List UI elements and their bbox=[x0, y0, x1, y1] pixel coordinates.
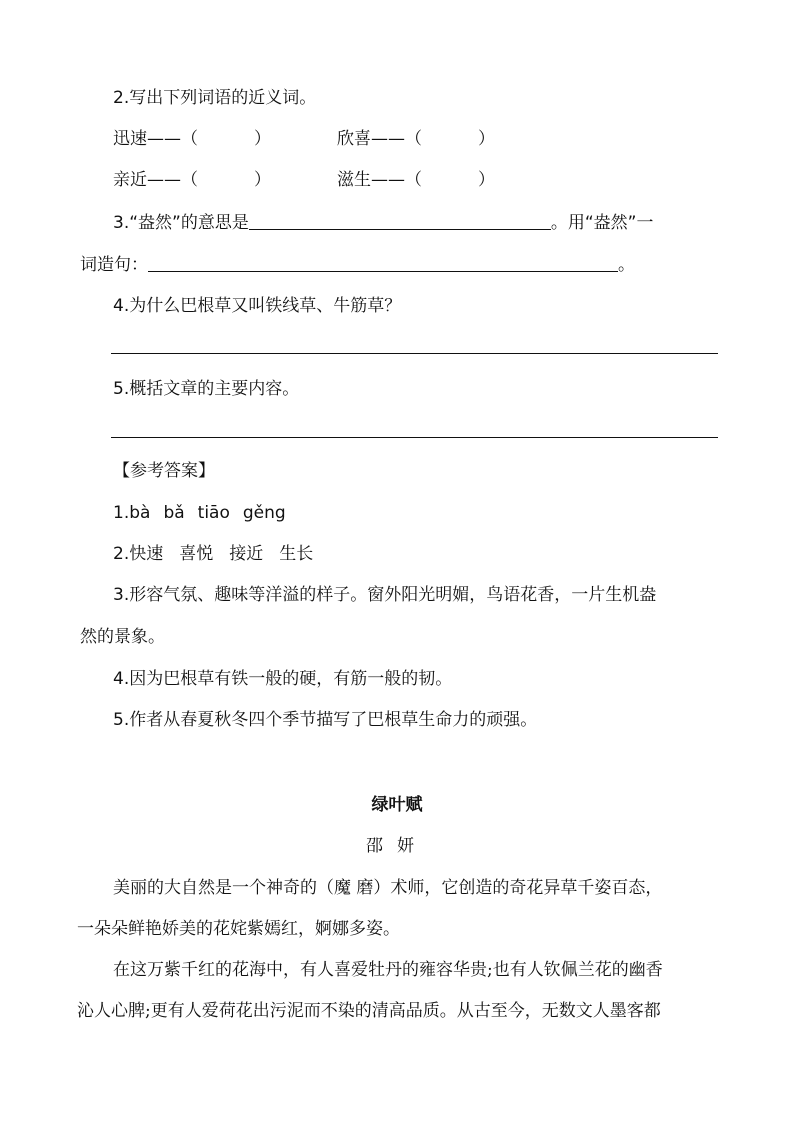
answer-2 bbox=[113, 542, 329, 566]
synonym-word: 亲近——（ bbox=[113, 170, 198, 190]
answer-2-prefix: 2. bbox=[113, 544, 130, 564]
question-3-text-2: 。用“盎然”一 bbox=[550, 213, 654, 233]
paren-close: ） bbox=[254, 170, 271, 190]
answer-line-5[interactable] bbox=[111, 437, 718, 438]
pinyin-item: bà bbox=[129, 503, 151, 523]
answer-3-line-1: 3.形容气氛、趣味等洋溢的样子。窗外阳光明媚，鸟语花香，一片生机盎 bbox=[113, 585, 657, 605]
synonym-word: 滋生——（ bbox=[337, 170, 422, 190]
article-title: 绿叶赋 bbox=[371, 795, 423, 815]
answers-heading: 【参考答案】 bbox=[113, 461, 215, 481]
answer-5: 5.作者从春夏秋冬四个季节描写了巴根草生命力的顽强。 bbox=[113, 710, 538, 730]
paren-close: ） bbox=[254, 129, 271, 149]
question-4-prompt: 4.为什么巴根草又叫铁线草、牛筋草？ bbox=[113, 296, 402, 316]
paren-close: ） bbox=[478, 129, 495, 149]
synonym-word: 欣喜——（ bbox=[337, 129, 422, 149]
synonym-item bbox=[113, 127, 271, 151]
article-author: 邵妍 bbox=[366, 836, 428, 856]
meaning-blank[interactable] bbox=[249, 211, 551, 230]
synonym-item bbox=[337, 127, 495, 151]
answer-3-line-2: 然的景象。 bbox=[80, 627, 165, 647]
synonym-answer: 接近 bbox=[229, 544, 264, 564]
synonym-answer: 喜悦 bbox=[179, 544, 214, 564]
synonym-answer: 生长 bbox=[279, 544, 314, 564]
answer-1 bbox=[113, 501, 299, 525]
question-3-text: 3.“盎然”的意思是 bbox=[113, 213, 249, 233]
paragraph-1-line-1: 美丽的大自然是一个神奇的（魔 磨）术师，它创造的奇花异草千姿百态， bbox=[113, 878, 663, 898]
question-5-prompt: 5.概括文章的主要内容。 bbox=[113, 379, 300, 399]
paragraph-2-line-2: 沁人心脾;更有人爱荷花出污泥而不染的清高品质。从古至今，无数文人墨客都 bbox=[77, 1001, 661, 1021]
pinyin-item: gěng bbox=[242, 503, 286, 523]
question-2-prompt: 2.写出下列词语的近义词。 bbox=[113, 88, 317, 108]
pinyin-item: bǎ bbox=[163, 503, 185, 523]
paragraph-2-line-1: 在这万紫千红的花海中，有人喜爱牡丹的雍容华贵;也有人钦佩兰花的幽香 bbox=[113, 960, 663, 980]
question-3-text-4: 。 bbox=[618, 255, 635, 275]
pinyin-item: tiāo bbox=[197, 503, 230, 523]
answer-line-4[interactable] bbox=[111, 353, 718, 354]
synonym-item bbox=[113, 168, 271, 192]
question-3-line-2 bbox=[80, 253, 635, 277]
question-3-line-1 bbox=[113, 211, 653, 235]
paren-close: ） bbox=[478, 170, 495, 190]
answer-1-prefix: 1. bbox=[113, 503, 130, 523]
synonym-answer: 快速 bbox=[129, 544, 164, 564]
sentence-blank[interactable] bbox=[148, 253, 618, 272]
synonym-item bbox=[337, 168, 495, 192]
question-3-text-3: 词造句： bbox=[80, 255, 148, 275]
paragraph-1-line-2: 一朵朵鲜艳娇美的花姹紫嫣红，婀娜多姿。 bbox=[77, 919, 400, 939]
synonym-word: 迅速——（ bbox=[113, 129, 198, 149]
answer-4: 4.因为巴根草有铁一般的硬，有筋一般的韧。 bbox=[113, 669, 453, 689]
